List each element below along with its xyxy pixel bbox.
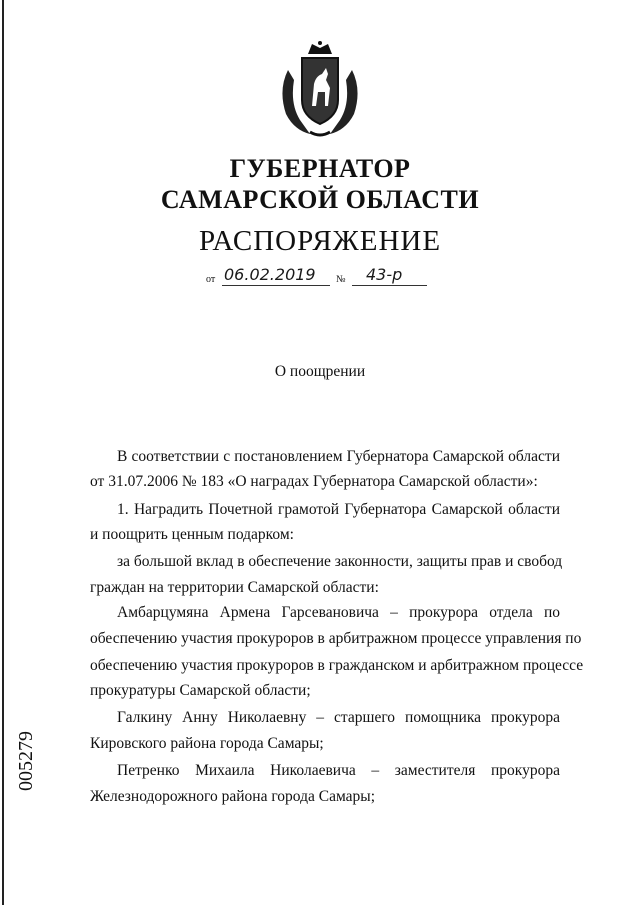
body-line: за большой вклад в обеспечение законности, защиты прав и свобод [117, 553, 563, 570]
body-line: прокуратуры Самарской области; [90, 682, 311, 699]
date-value: 06.02.2019 [224, 265, 316, 284]
body-line: обеспечению участия прокуроров в гражданском и арбитражном процессе [90, 657, 584, 674]
body-line: Кировского района города Самары; [90, 735, 324, 752]
subject: О поощрении [274, 363, 366, 380]
number-underline [352, 285, 427, 286]
body-line: Галкину Анну Николаевну – старшего помощника прокурора [117, 709, 560, 726]
body-line: граждан на территории Самарской области: [90, 579, 379, 596]
number-prefix: № [336, 274, 346, 285]
title-region: САМАРСКОЙ ОБЛАСТИ [160, 185, 480, 214]
body-line: от 31.07.2006 № 183 «О наградах Губернатора Самарской области»: [90, 473, 538, 490]
coat-of-arms-emblem [270, 40, 370, 140]
body-line: 1. Наградить Почетной грамотой Губернатора Самарской области [117, 501, 560, 518]
title-governor: ГУБЕРНАТОР [229, 154, 411, 183]
body-line: обеспечению участия прокуроров в арбитражном процессе управления по [90, 630, 582, 647]
date-underline [222, 285, 330, 286]
body-line: В соответствии с постановлением Губернатора Самарской области [117, 448, 560, 465]
document-type: РАСПОРЯЖЕНИЕ [198, 225, 442, 257]
binding-edge [2, 0, 4, 905]
body-line: Петренко Михаила Николаевича – заместителя прокурора [117, 762, 560, 779]
body-line: Железнодорожного района города Самары; [90, 788, 376, 805]
body-line: и поощрить ценным подарком: [90, 526, 294, 543]
number-value: 43-р [366, 265, 403, 284]
date-number-line [206, 266, 446, 290]
serial-number: 005279 [15, 731, 37, 791]
date-prefix: от [206, 274, 216, 285]
body-line: Амбарцумяна Армена Гарсевановича – прокурора отдела по [117, 604, 560, 621]
